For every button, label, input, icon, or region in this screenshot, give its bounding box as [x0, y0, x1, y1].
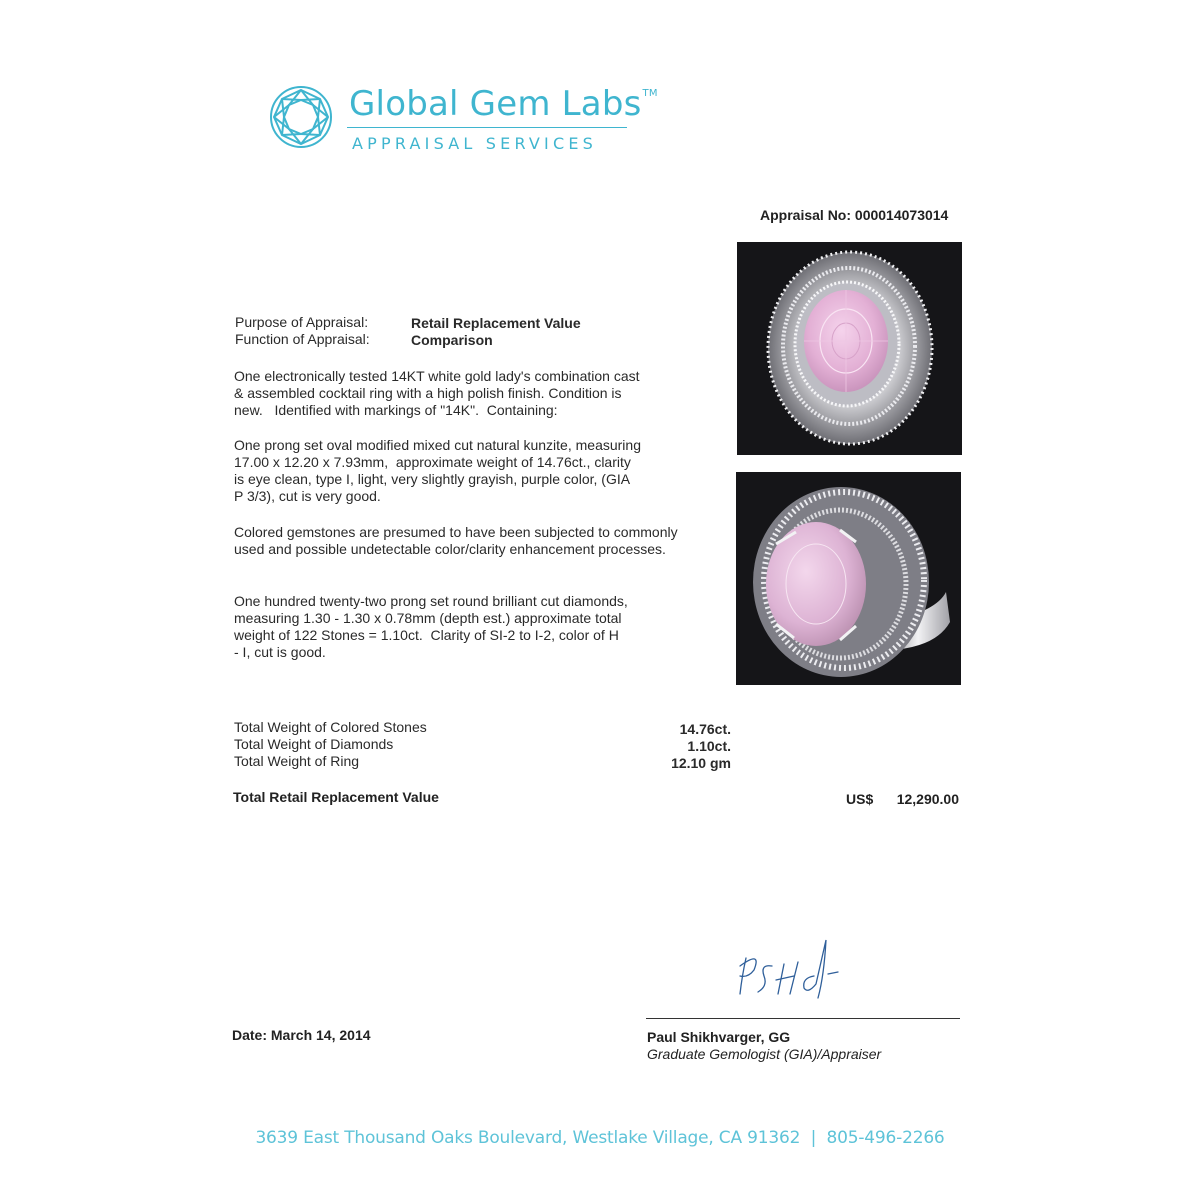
text-line: & assembled cocktail ring with a high polish finish. Condition is — [234, 385, 622, 401]
kunzite-description — [234, 437, 724, 505]
appraiser-signature — [732, 936, 842, 1000]
text-line: P 3/3), cut is very good. — [234, 488, 381, 504]
enhancement-disclaimer — [234, 524, 724, 558]
logo-subtitle: APPRAISAL SERVICES — [352, 134, 597, 153]
text-line: One prong set oval modified mixed cut natural kunzite, measuring — [234, 437, 641, 453]
appraisal-number: Appraisal No: 000014073014 — [760, 207, 949, 223]
signature-line — [646, 1018, 960, 1019]
function-label: Function of Appraisal: — [235, 331, 370, 347]
ring-description — [234, 368, 724, 419]
function-value: Comparison — [411, 332, 493, 348]
total-currency: US$ — [846, 791, 874, 807]
text-line: 17.00 x 12.20 x 7.93mm, approximate weight of 14.76ct., clarity — [234, 454, 631, 470]
text-line: used and possible undetectable color/clarity enhancement processes. — [234, 541, 666, 557]
weight-value-diamonds: 1.10ct. — [687, 738, 731, 754]
appraiser-title: Graduate Gemologist (GIA)/Appraiser — [647, 1046, 882, 1062]
weight-label-diamonds: Total Weight of Diamonds — [234, 736, 394, 752]
logo-gem-icon — [268, 82, 334, 152]
appraiser-name: Paul Shikhvarger, GG — [647, 1029, 791, 1045]
text-line: measuring 1.30 - 1.30 x 0.78mm (depth est.) approximate total — [234, 610, 622, 626]
weight-value-ring: 12.10 gm — [671, 755, 731, 771]
weight-value-colored-stones: 14.76ct. — [679, 721, 731, 737]
ring-photo-top — [737, 242, 962, 455]
text-line: One hundred twenty-two prong set round brilliant cut diamonds, — [234, 593, 628, 609]
total-value-label: Total Retail Replacement Value — [233, 789, 439, 805]
text-line: weight of 122 Stones = 1.10ct. Clarity of SI-2 to I-2, color of H — [234, 627, 619, 643]
diamonds-description — [234, 593, 724, 661]
weight-label-ring: Total Weight of Ring — [234, 753, 360, 769]
logo-divider — [347, 127, 627, 128]
total-amount: 12,290.00 — [896, 791, 959, 807]
text-line: new. Identified with markings of "14K". Containing: — [234, 402, 558, 418]
appraisal-date: Date: March 14, 2014 — [232, 1027, 371, 1043]
logo-title-text: Global Gem Labs — [349, 84, 642, 124]
purpose-label: Purpose of Appraisal: — [235, 314, 369, 330]
ring-photo-side — [736, 472, 961, 685]
logo-trademark: TM — [642, 88, 658, 99]
text-line: One electronically tested 14KT white gold lady's combination cast — [234, 368, 640, 384]
text-line: - I, cut is good. — [234, 644, 326, 660]
text-line: Colored gemstones are presumed to have been subjected to commonly — [234, 524, 678, 540]
purpose-value: Retail Replacement Value — [411, 315, 581, 331]
footer-address: 3639 East Thousand Oaks Boulevard, Westlake Village, CA 91362 | 805-496-2266 — [255, 1128, 945, 1148]
logo-title — [349, 84, 658, 124]
text-line: is eye clean, type I, light, very slightly grayish, purple color, (GIA — [234, 471, 631, 487]
weight-label-colored-stones: Total Weight of Colored Stones — [234, 719, 427, 735]
